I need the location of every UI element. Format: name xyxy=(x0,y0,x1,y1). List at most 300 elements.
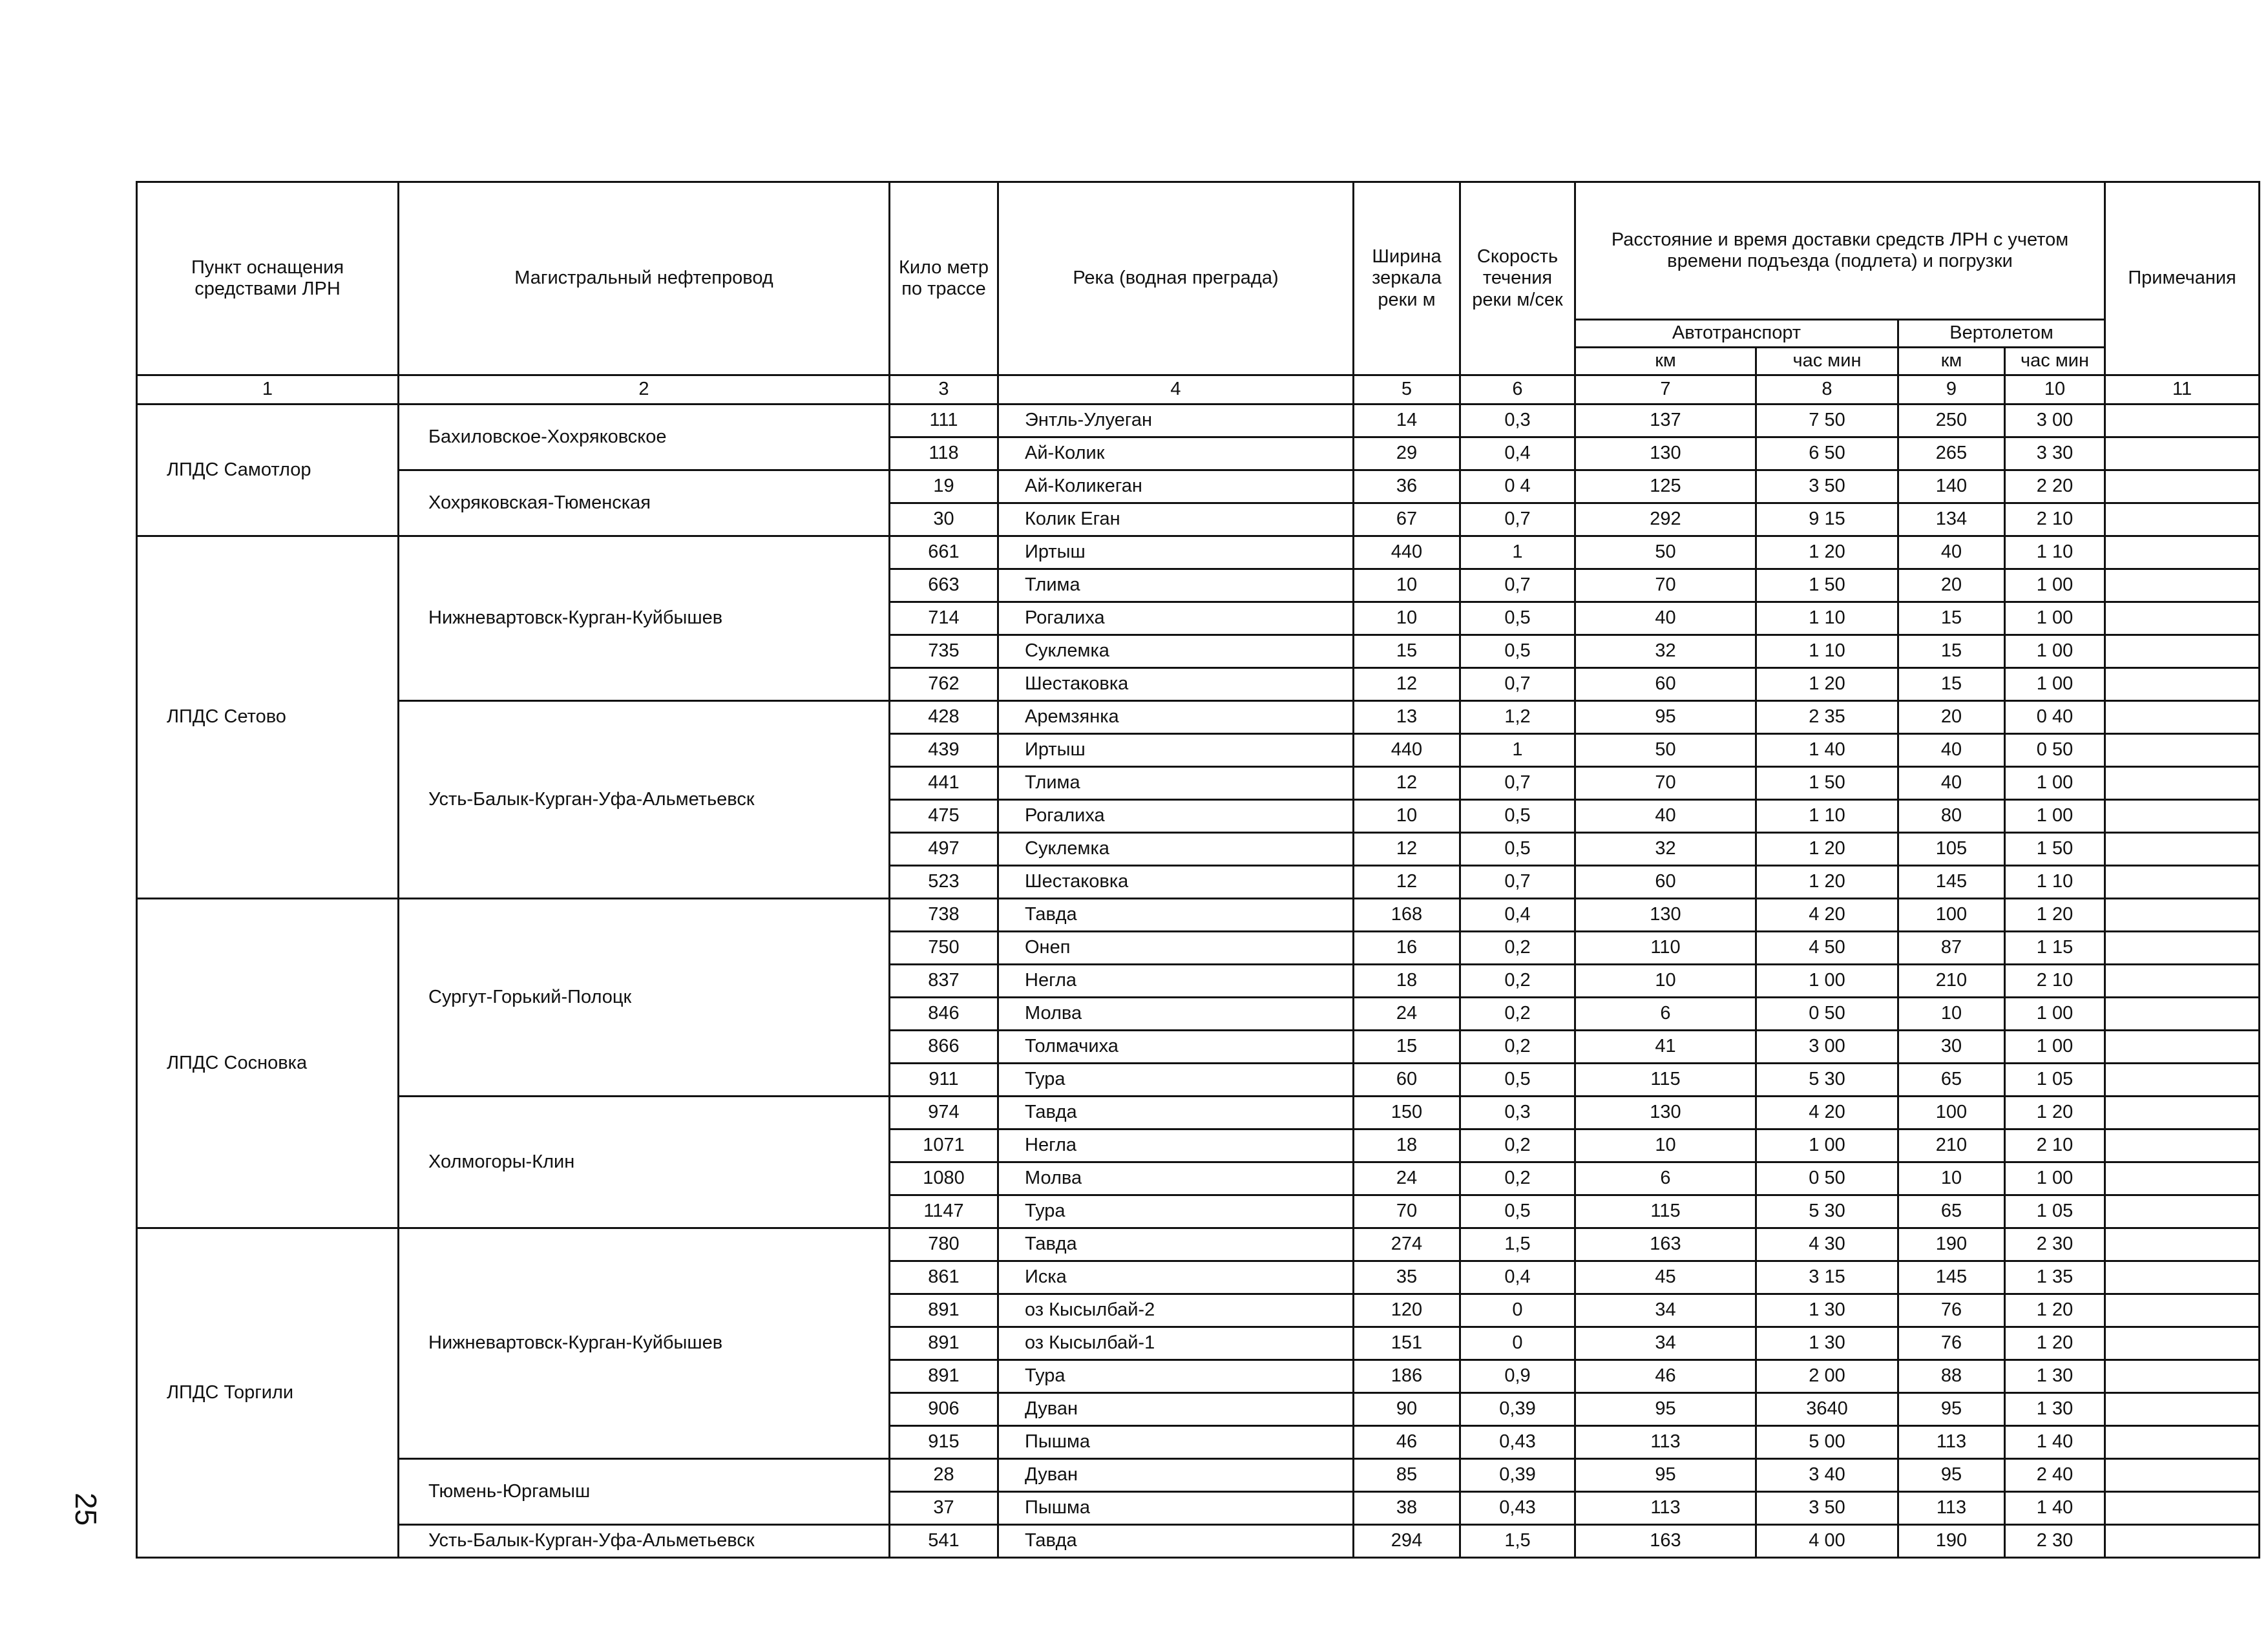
km-cell: 866 xyxy=(890,1031,998,1064)
auto-time-cell: 5 00 xyxy=(1756,1426,1898,1459)
heli-time-cell: 3 30 xyxy=(2005,437,2105,470)
notes-cell xyxy=(2105,470,2260,503)
auto-time-cell: 5 30 xyxy=(1756,1064,1898,1097)
width-cell: 36 xyxy=(1354,470,1460,503)
river-cell: Дуван xyxy=(998,1459,1354,1492)
heli-km-cell: 80 xyxy=(1898,800,2005,833)
auto-time-cell: 1 20 xyxy=(1756,668,1898,701)
river-cell: Рогалиха xyxy=(998,800,1354,833)
heli-time-cell: 1 20 xyxy=(2005,1327,2105,1360)
auto-km-cell: 130 xyxy=(1575,437,1756,470)
auto-km-cell: 34 xyxy=(1575,1327,1756,1360)
heli-time-cell: 1 20 xyxy=(2005,899,2105,932)
width-cell: 35 xyxy=(1354,1261,1460,1294)
table-row xyxy=(137,1459,2260,1492)
river-cell: Иртыш xyxy=(998,536,1354,569)
speed-cell: 0,2 xyxy=(1460,932,1575,965)
auto-km-cell: 95 xyxy=(1575,1393,1756,1426)
heli-km-cell: 15 xyxy=(1898,602,2005,635)
km-cell: 439 xyxy=(890,734,998,767)
heli-time-cell: 1 10 xyxy=(2005,536,2105,569)
auto-km-cell: 34 xyxy=(1575,1294,1756,1327)
notes-cell xyxy=(2105,503,2260,536)
speed-cell: 0,43 xyxy=(1460,1426,1575,1459)
heli-time-cell: 2 30 xyxy=(2005,1228,2105,1261)
width-cell: 18 xyxy=(1354,1129,1460,1162)
heli-km-cell: 100 xyxy=(1898,1097,2005,1129)
header-notes: Примечания xyxy=(2105,182,2260,375)
col-number: 2 xyxy=(399,375,890,404)
km-cell: 714 xyxy=(890,602,998,635)
width-cell: 38 xyxy=(1354,1492,1460,1525)
km-cell: 906 xyxy=(890,1393,998,1426)
header-width: Ширина зеркала реки м xyxy=(1354,182,1460,375)
heli-time-cell: 2 10 xyxy=(2005,965,2105,998)
auto-time-cell: 0 50 xyxy=(1756,1162,1898,1195)
notes-cell xyxy=(2105,998,2260,1031)
auto-time-cell: 1 20 xyxy=(1756,833,1898,866)
heli-time-cell: 1 00 xyxy=(2005,800,2105,833)
auto-time-cell: 4 50 xyxy=(1756,932,1898,965)
river-cell: оз Кысылбай-1 xyxy=(998,1327,1354,1360)
width-cell: 29 xyxy=(1354,437,1460,470)
auto-km-cell: 137 xyxy=(1575,404,1756,437)
heli-time-cell: 1 40 xyxy=(2005,1426,2105,1459)
notes-cell xyxy=(2105,1162,2260,1195)
auto-time-cell: 1 50 xyxy=(1756,767,1898,800)
notes-cell xyxy=(2105,569,2260,602)
heli-km-cell: 87 xyxy=(1898,932,2005,965)
pipeline-cell: Усть-Балык-Курган-Уфа-Альметьевск xyxy=(399,701,890,899)
heli-km-cell: 10 xyxy=(1898,998,2005,1031)
km-cell: 750 xyxy=(890,932,998,965)
speed-cell: 0,39 xyxy=(1460,1459,1575,1492)
notes-cell xyxy=(2105,833,2260,866)
auto-time-cell: 3 50 xyxy=(1756,1492,1898,1525)
pipeline-cell: Нижневартовск-Курган-Куйбышев xyxy=(399,1228,890,1459)
notes-cell xyxy=(2105,800,2260,833)
speed-cell: 0,2 xyxy=(1460,965,1575,998)
heli-time-cell: 0 50 xyxy=(2005,734,2105,767)
auto-time-cell: 1 30 xyxy=(1756,1327,1898,1360)
river-cell: Пышма xyxy=(998,1426,1354,1459)
auto-km-cell: 163 xyxy=(1575,1525,1756,1558)
width-cell: 24 xyxy=(1354,1162,1460,1195)
heli-time-cell: 2 10 xyxy=(2005,1129,2105,1162)
river-cell: Энтль-Улуеган xyxy=(998,404,1354,437)
auto-km-cell: 60 xyxy=(1575,866,1756,899)
col-number: 6 xyxy=(1460,375,1575,404)
auto-km-cell: 40 xyxy=(1575,602,1756,635)
auto-km-cell: 70 xyxy=(1575,767,1756,800)
header-heli-km: км xyxy=(1898,348,2005,375)
header-heli: Вертолетом xyxy=(1898,320,2105,348)
pipeline-cell: Хохряковская-Тюменская xyxy=(399,470,890,536)
auto-km-cell: 32 xyxy=(1575,833,1756,866)
width-cell: 24 xyxy=(1354,998,1460,1031)
speed-cell: 0,5 xyxy=(1460,833,1575,866)
river-cell: Тавда xyxy=(998,1228,1354,1261)
header-river: Река (водная преграда) xyxy=(998,182,1354,375)
speed-cell: 0,4 xyxy=(1460,899,1575,932)
km-cell: 663 xyxy=(890,569,998,602)
auto-km-cell: 95 xyxy=(1575,1459,1756,1492)
auto-km-cell: 125 xyxy=(1575,470,1756,503)
speed-cell: 0,2 xyxy=(1460,998,1575,1031)
heli-km-cell: 145 xyxy=(1898,866,2005,899)
heli-time-cell: 2 20 xyxy=(2005,470,2105,503)
heli-time-cell: 1 00 xyxy=(2005,668,2105,701)
auto-time-cell: 1 30 xyxy=(1756,1294,1898,1327)
heli-time-cell: 1 30 xyxy=(2005,1393,2105,1426)
km-cell: 1071 xyxy=(890,1129,998,1162)
auto-km-cell: 115 xyxy=(1575,1064,1756,1097)
km-cell: 475 xyxy=(890,800,998,833)
auto-time-cell: 4 30 xyxy=(1756,1228,1898,1261)
point-cell: ЛПДС Сосновка xyxy=(137,899,399,1228)
km-cell: 19 xyxy=(890,470,998,503)
heli-time-cell: 2 10 xyxy=(2005,503,2105,536)
km-cell: 891 xyxy=(890,1294,998,1327)
width-cell: 12 xyxy=(1354,767,1460,800)
km-cell: 891 xyxy=(890,1360,998,1393)
auto-time-cell: 7 50 xyxy=(1756,404,1898,437)
heli-km-cell: 76 xyxy=(1898,1294,2005,1327)
col-number: 9 xyxy=(1898,375,2005,404)
notes-cell xyxy=(2105,1261,2260,1294)
col-number: 3 xyxy=(890,375,998,404)
auto-km-cell: 110 xyxy=(1575,932,1756,965)
col-number: 8 xyxy=(1756,375,1898,404)
notes-cell xyxy=(2105,767,2260,800)
speed-cell: 0,3 xyxy=(1460,404,1575,437)
pipeline-cell: Нижневартовск-Курган-Куйбышев xyxy=(399,536,890,701)
width-cell: 60 xyxy=(1354,1064,1460,1097)
speed-cell: 1,5 xyxy=(1460,1228,1575,1261)
table-row xyxy=(137,536,2260,569)
heli-time-cell: 1 20 xyxy=(2005,1294,2105,1327)
header-auto: Автотранспорт xyxy=(1575,320,1898,348)
river-cell: Тура xyxy=(998,1195,1354,1228)
width-cell: 186 xyxy=(1354,1360,1460,1393)
speed-cell: 0,43 xyxy=(1460,1492,1575,1525)
river-cell: Пышма xyxy=(998,1492,1354,1525)
auto-time-cell: 2 00 xyxy=(1756,1360,1898,1393)
heli-time-cell: 1 00 xyxy=(2005,998,2105,1031)
heli-time-cell: 1 20 xyxy=(2005,1097,2105,1129)
heli-km-cell: 15 xyxy=(1898,668,2005,701)
notes-cell xyxy=(2105,1492,2260,1525)
heli-time-cell: 1 35 xyxy=(2005,1261,2105,1294)
km-cell: 837 xyxy=(890,965,998,998)
heli-km-cell: 10 xyxy=(1898,1162,2005,1195)
width-cell: 85 xyxy=(1354,1459,1460,1492)
auto-km-cell: 45 xyxy=(1575,1261,1756,1294)
width-cell: 150 xyxy=(1354,1097,1460,1129)
heli-time-cell: 1 00 xyxy=(2005,635,2105,668)
auto-km-cell: 130 xyxy=(1575,899,1756,932)
heli-time-cell: 1 30 xyxy=(2005,1360,2105,1393)
auto-time-cell: 1 20 xyxy=(1756,866,1898,899)
km-cell: 111 xyxy=(890,404,998,437)
header-speed: Скорость течения реки м/сек xyxy=(1460,182,1575,375)
notes-cell xyxy=(2105,701,2260,734)
heli-time-cell: 1 05 xyxy=(2005,1064,2105,1097)
river-cell: Ай-Коликеган xyxy=(998,470,1354,503)
notes-cell xyxy=(2105,899,2260,932)
auto-km-cell: 70 xyxy=(1575,569,1756,602)
header-row xyxy=(137,182,2260,320)
river-cell: Толмачиха xyxy=(998,1031,1354,1064)
heli-km-cell: 15 xyxy=(1898,635,2005,668)
river-cell: Тавда xyxy=(998,1525,1354,1558)
speed-cell: 0,4 xyxy=(1460,1261,1575,1294)
notes-cell xyxy=(2105,1228,2260,1261)
river-cell: Негла xyxy=(998,1129,1354,1162)
notes-cell xyxy=(2105,536,2260,569)
point-cell: ЛПДС Торгили xyxy=(137,1228,399,1558)
heli-km-cell: 190 xyxy=(1898,1525,2005,1558)
header-heli-time: час мин xyxy=(2005,348,2105,375)
heli-time-cell: 1 10 xyxy=(2005,866,2105,899)
heli-km-cell: 134 xyxy=(1898,503,2005,536)
speed-cell: 0,7 xyxy=(1460,668,1575,701)
table-row xyxy=(137,899,2260,932)
river-cell: Дуван xyxy=(998,1393,1354,1426)
heli-km-cell: 20 xyxy=(1898,701,2005,734)
width-cell: 168 xyxy=(1354,899,1460,932)
pipeline-cell: Холмогоры-Клин xyxy=(399,1097,890,1228)
speed-cell: 0,9 xyxy=(1460,1360,1575,1393)
speed-cell: 0,2 xyxy=(1460,1162,1575,1195)
km-cell: 1147 xyxy=(890,1195,998,1228)
table-row xyxy=(137,404,2260,437)
pipeline-cell: Тюмень-Юргамыш xyxy=(399,1459,890,1525)
notes-cell xyxy=(2105,965,2260,998)
km-cell: 891 xyxy=(890,1327,998,1360)
heli-km-cell: 210 xyxy=(1898,965,2005,998)
notes-cell xyxy=(2105,734,2260,767)
width-cell: 90 xyxy=(1354,1393,1460,1426)
auto-time-cell: 3 50 xyxy=(1756,470,1898,503)
heli-time-cell: 1 50 xyxy=(2005,833,2105,866)
heli-km-cell: 95 xyxy=(1898,1393,2005,1426)
auto-km-cell: 115 xyxy=(1575,1195,1756,1228)
auto-km-cell: 292 xyxy=(1575,503,1756,536)
river-cell: оз Кысылбай-2 xyxy=(998,1294,1354,1327)
km-cell: 911 xyxy=(890,1064,998,1097)
km-cell: 738 xyxy=(890,899,998,932)
km-cell: 441 xyxy=(890,767,998,800)
speed-cell: 1,5 xyxy=(1460,1525,1575,1558)
width-cell: 151 xyxy=(1354,1327,1460,1360)
pipeline-cell: Усть-Балык-Курган-Уфа-Альметьевск xyxy=(399,1525,890,1558)
river-cell: Иска xyxy=(998,1261,1354,1294)
river-cell: Аремзянка xyxy=(998,701,1354,734)
heli-km-cell: 113 xyxy=(1898,1492,2005,1525)
col-number: 5 xyxy=(1354,375,1460,404)
speed-cell: 0,4 xyxy=(1460,437,1575,470)
river-cell: Тура xyxy=(998,1064,1354,1097)
width-cell: 16 xyxy=(1354,932,1460,965)
km-cell: 118 xyxy=(890,437,998,470)
width-cell: 274 xyxy=(1354,1228,1460,1261)
width-cell: 10 xyxy=(1354,602,1460,635)
river-cell: Колик Еган xyxy=(998,503,1354,536)
table-row xyxy=(137,1097,2260,1129)
km-cell: 428 xyxy=(890,701,998,734)
heli-km-cell: 145 xyxy=(1898,1261,2005,1294)
notes-cell xyxy=(2105,1360,2260,1393)
heli-km-cell: 105 xyxy=(1898,833,2005,866)
notes-cell xyxy=(2105,437,2260,470)
notes-cell xyxy=(2105,1097,2260,1129)
km-cell: 28 xyxy=(890,1459,998,1492)
speed-cell: 0,2 xyxy=(1460,1129,1575,1162)
auto-km-cell: 130 xyxy=(1575,1097,1756,1129)
river-cell: Тура xyxy=(998,1360,1354,1393)
auto-time-cell: 5 30 xyxy=(1756,1195,1898,1228)
heli-km-cell: 210 xyxy=(1898,1129,2005,1162)
width-cell: 294 xyxy=(1354,1525,1460,1558)
auto-time-cell: 1 40 xyxy=(1756,734,1898,767)
km-cell: 846 xyxy=(890,998,998,1031)
auto-km-cell: 113 xyxy=(1575,1426,1756,1459)
lrn-delivery-table xyxy=(136,181,2260,1559)
width-cell: 440 xyxy=(1354,536,1460,569)
notes-cell xyxy=(2105,1327,2260,1360)
river-cell: Рогалиха xyxy=(998,602,1354,635)
km-cell: 661 xyxy=(890,536,998,569)
heli-time-cell: 1 00 xyxy=(2005,569,2105,602)
speed-cell: 0,2 xyxy=(1460,1031,1575,1064)
auto-time-cell: 3640 xyxy=(1756,1393,1898,1426)
speed-cell: 0,5 xyxy=(1460,1195,1575,1228)
speed-cell: 0,7 xyxy=(1460,503,1575,536)
auto-time-cell: 0 50 xyxy=(1756,998,1898,1031)
speed-cell: 0,7 xyxy=(1460,767,1575,800)
speed-cell: 0 xyxy=(1460,1294,1575,1327)
header-kilometer: Кило метр по трассе xyxy=(890,182,998,375)
auto-time-cell: 3 40 xyxy=(1756,1459,1898,1492)
col-number: 10 xyxy=(2005,375,2105,404)
heli-km-cell: 40 xyxy=(1898,767,2005,800)
notes-cell xyxy=(2105,1129,2260,1162)
km-cell: 30 xyxy=(890,503,998,536)
speed-cell: 0,7 xyxy=(1460,866,1575,899)
auto-time-cell: 1 10 xyxy=(1756,800,1898,833)
auto-km-cell: 163 xyxy=(1575,1228,1756,1261)
km-cell: 523 xyxy=(890,866,998,899)
heli-time-cell: 1 00 xyxy=(2005,602,2105,635)
auto-time-cell: 1 00 xyxy=(1756,1129,1898,1162)
point-cell: ЛПДС Самотлор xyxy=(137,404,399,536)
km-cell: 497 xyxy=(890,833,998,866)
auto-km-cell: 32 xyxy=(1575,635,1756,668)
river-cell: Тавда xyxy=(998,1097,1354,1129)
width-cell: 15 xyxy=(1354,1031,1460,1064)
speed-cell: 0,5 xyxy=(1460,602,1575,635)
auto-time-cell: 1 20 xyxy=(1756,536,1898,569)
table-row xyxy=(137,1525,2260,1558)
km-cell: 735 xyxy=(890,635,998,668)
river-cell: Негла xyxy=(998,965,1354,998)
width-cell: 12 xyxy=(1354,866,1460,899)
river-cell: Шестаковка xyxy=(998,866,1354,899)
heli-time-cell: 1 05 xyxy=(2005,1195,2105,1228)
speed-cell: 1 xyxy=(1460,536,1575,569)
heli-time-cell: 1 00 xyxy=(2005,1162,2105,1195)
river-cell: Тлима xyxy=(998,569,1354,602)
heli-time-cell: 1 15 xyxy=(2005,932,2105,965)
auto-km-cell: 60 xyxy=(1575,668,1756,701)
pipeline-cell: Сургут-Горький-Полоцк xyxy=(399,899,890,1097)
auto-km-cell: 10 xyxy=(1575,965,1756,998)
notes-cell xyxy=(2105,602,2260,635)
point-cell: ЛПДС Сетово xyxy=(137,536,399,899)
header-pipeline: Магистральный нефтепровод xyxy=(399,182,890,375)
auto-km-cell: 10 xyxy=(1575,1129,1756,1162)
heli-km-cell: 65 xyxy=(1898,1195,2005,1228)
heli-time-cell: 3 00 xyxy=(2005,404,2105,437)
heli-km-cell: 40 xyxy=(1898,536,2005,569)
river-cell: Молва xyxy=(998,1162,1354,1195)
heli-km-cell: 113 xyxy=(1898,1426,2005,1459)
km-cell: 780 xyxy=(890,1228,998,1261)
auto-km-cell: 113 xyxy=(1575,1492,1756,1525)
width-cell: 67 xyxy=(1354,503,1460,536)
river-cell: Молва xyxy=(998,998,1354,1031)
auto-time-cell: 6 50 xyxy=(1756,437,1898,470)
width-cell: 10 xyxy=(1354,800,1460,833)
river-cell: Иртыш xyxy=(998,734,1354,767)
km-cell: 1080 xyxy=(890,1162,998,1195)
auto-time-cell: 2 35 xyxy=(1756,701,1898,734)
km-cell: 915 xyxy=(890,1426,998,1459)
km-cell: 541 xyxy=(890,1525,998,1558)
heli-km-cell: 40 xyxy=(1898,734,2005,767)
auto-time-cell: 4 20 xyxy=(1756,899,1898,932)
col-number: 7 xyxy=(1575,375,1756,404)
km-cell: 762 xyxy=(890,668,998,701)
heli-km-cell: 140 xyxy=(1898,470,2005,503)
auto-km-cell: 95 xyxy=(1575,701,1756,734)
heli-km-cell: 65 xyxy=(1898,1064,2005,1097)
notes-cell xyxy=(2105,1459,2260,1492)
auto-km-cell: 6 xyxy=(1575,1162,1756,1195)
auto-km-cell: 46 xyxy=(1575,1360,1756,1393)
auto-time-cell: 1 10 xyxy=(1756,602,1898,635)
river-cell: Суклемка xyxy=(998,833,1354,866)
speed-cell: 0 xyxy=(1460,1327,1575,1360)
notes-cell xyxy=(2105,668,2260,701)
heli-km-cell: 100 xyxy=(1898,899,2005,932)
width-cell: 15 xyxy=(1354,635,1460,668)
width-cell: 46 xyxy=(1354,1426,1460,1459)
km-cell: 861 xyxy=(890,1261,998,1294)
notes-cell xyxy=(2105,635,2260,668)
width-cell: 12 xyxy=(1354,668,1460,701)
heli-time-cell: 2 30 xyxy=(2005,1525,2105,1558)
notes-cell xyxy=(2105,866,2260,899)
width-cell: 440 xyxy=(1354,734,1460,767)
auto-time-cell: 9 15 xyxy=(1756,503,1898,536)
header-delivery-group: Расстояние и время доставки средств ЛРН с учетом времени подъезда (подлета) и погрузки xyxy=(1575,182,2105,320)
heli-km-cell: 265 xyxy=(1898,437,2005,470)
col-number: 11 xyxy=(2105,375,2260,404)
heli-km-cell: 88 xyxy=(1898,1360,2005,1393)
notes-cell xyxy=(2105,1426,2260,1459)
